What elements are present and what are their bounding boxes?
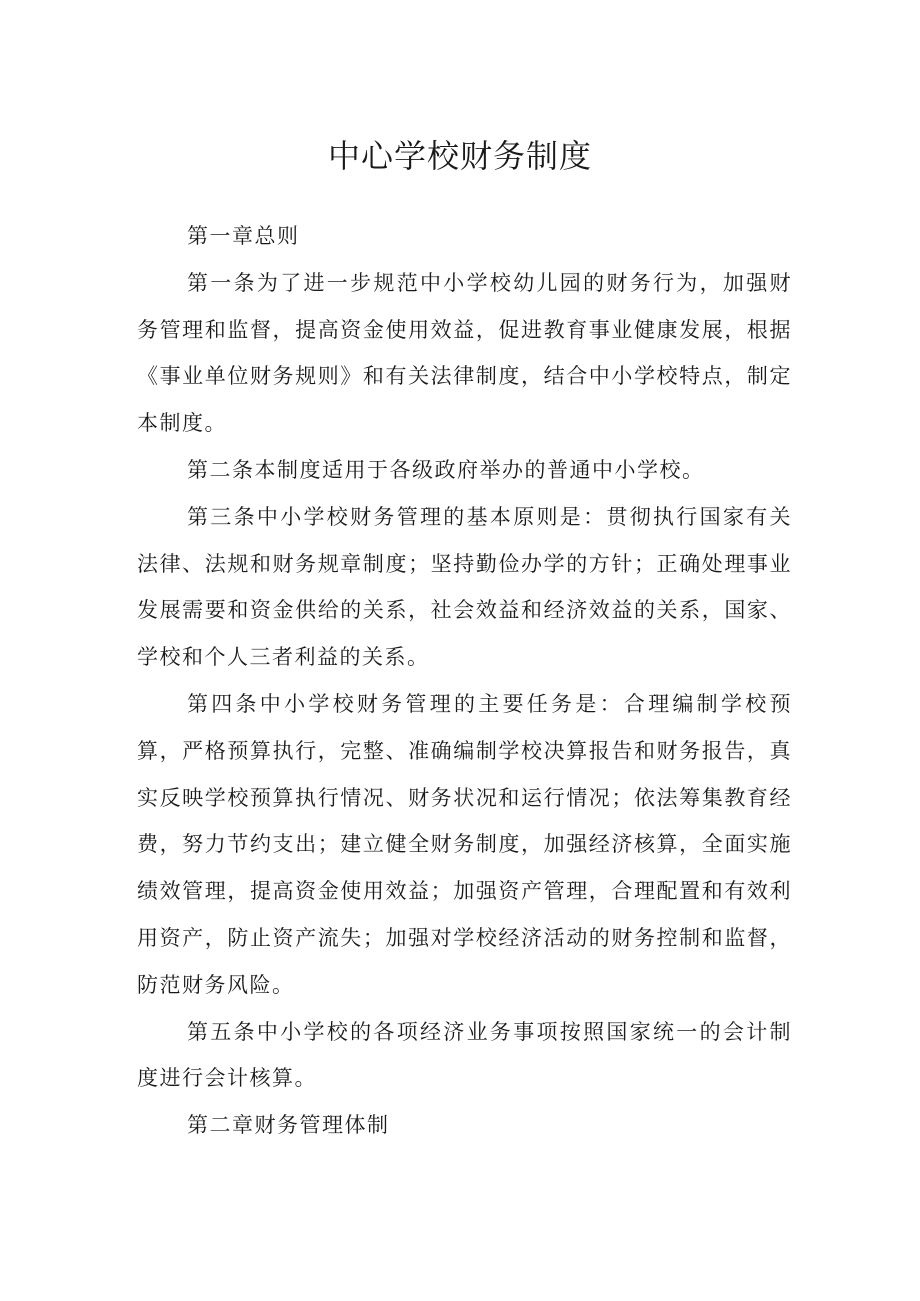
article-3: 第三条中小学校财务管理的基本原则是：贯彻执行国家有关法律、法规和财务规章制度；坚持勤俭办学的方针；正确处理事业发展需要和资金供给的关系，社会效益和经济效益的关系，国家、学校和个人三者利益的关系。 [137,504,792,670]
article-4: 第四条中小学校财务管理的主要任务是：合理编制学校预算，严格预算执行，完整、准确编制学校决算报告和财务报告，真实反映学校预算执行情况、财务状况和运行情况；依法筹集教育经费，努力节约支出；建立健全财务制度，加强经济核算，全面实施绩效管理，提高资金使用效益；加强资产管理，合理配置和有效利用资产，防止资产流失；加强对学校经济活动的财务控制和监督，防范财务风险。 [137,691,792,997]
article-1: 第一条为了进一步规范中小学校幼儿园的财务行为，加强财务管理和监督，提高资金使用效益，促进教育事业健康发展，根据《事业单位财务规则》和有关法律制度，结合中小学校特点，制定本制度。 [137,270,792,436]
document-body [137,213,792,1149]
article-2: 第二条本制度适用于各级政府举办的普通中小学校。 [187,457,705,482]
chapter-heading-1: 第一章总则 [187,224,300,248]
article-5: 第五条中小学校的各项经济业务事项按照国家统一的会计制度进行会计核算。 [137,1019,792,1091]
chapter-heading-2: 第二章财务管理体制 [187,1113,390,1138]
document-title: 中心学校财务制度 [327,137,592,175]
